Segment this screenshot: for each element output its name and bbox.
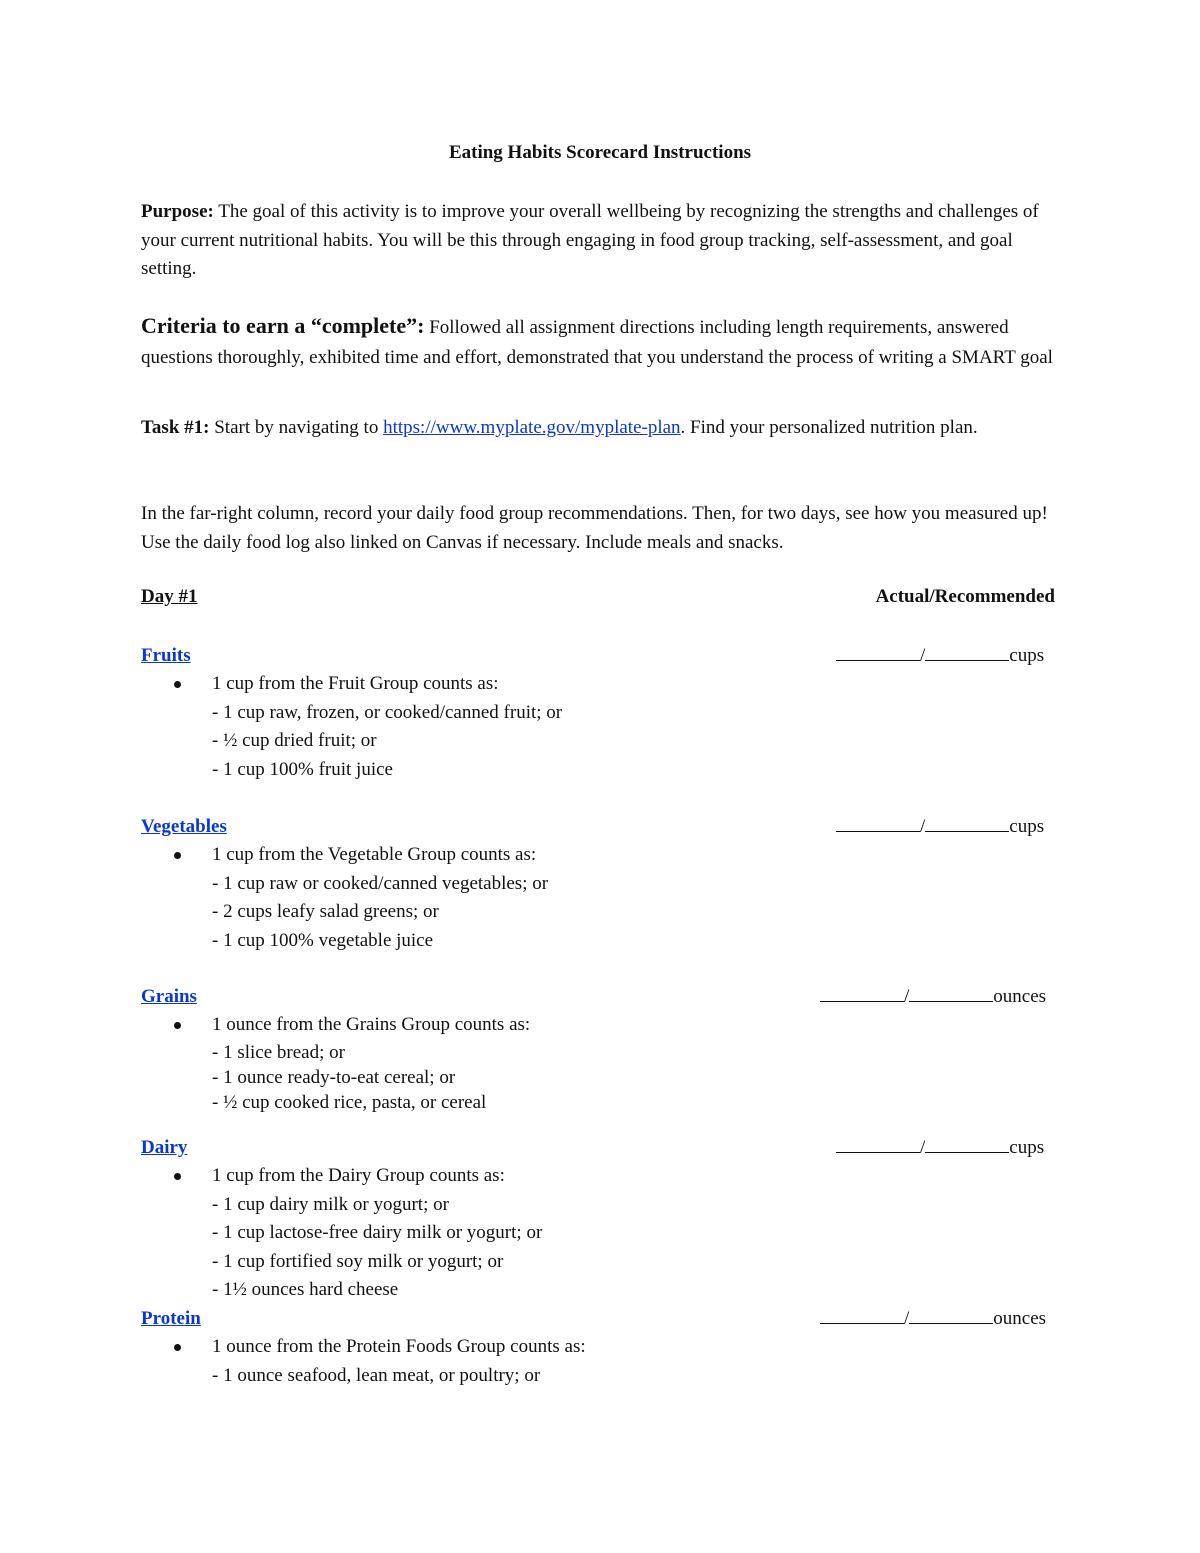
actual-blank[interactable] <box>836 642 920 661</box>
group-fruits <box>141 642 1061 784</box>
group-title-grains: Grains <box>141 986 197 1007</box>
recommended-blank[interactable] <box>925 642 1009 661</box>
purpose-text: The goal of this activity is to improve your overall wellbeing by recognizing the strengths and challenges of your current nutritional habits. You will be this through engaging in food group tracking, self-assessment, and goal setting. <box>141 201 1039 279</box>
unit-label: ounces <box>993 986 1047 1007</box>
list-item: - 1 ounce ready-to-eat cereal; or <box>212 1066 456 1088</box>
criteria-paragraph <box>141 311 1061 372</box>
unit-label: cups <box>1009 1137 1045 1158</box>
bullet-icon <box>174 1022 181 1029</box>
bullet-item: 1 cup from the Fruit Group counts as: <box>141 670 1061 699</box>
day-header <box>141 586 1055 608</box>
bullet-icon <box>174 1173 181 1180</box>
record-vegetables: / cups <box>836 813 1044 841</box>
task1-text-after: . Find your personalized nutrition plan. <box>680 417 978 438</box>
recommended-blank[interactable] <box>925 1134 1009 1153</box>
list-item: - 1 cup fortified soy milk or yogurt; or <box>212 1250 504 1272</box>
recommended-blank[interactable] <box>909 1305 993 1324</box>
purpose-label: Purpose: <box>141 201 214 222</box>
list-item: - 1 ounce seafood, lean meat, or poultry; or <box>212 1364 541 1386</box>
unit-label: cups <box>1009 816 1045 837</box>
bullet-icon <box>174 1344 181 1351</box>
group-title-dairy: Dairy <box>141 1137 188 1158</box>
task1-label: Task #1: <box>141 417 210 438</box>
list-item: - ½ cup cooked rice, pasta, or cereal <box>212 1091 487 1113</box>
group-dairy <box>141 1134 1061 1305</box>
day-label: Day #1 <box>141 586 198 607</box>
list-item: - 1 cup dairy milk or yogurt; or <box>212 1193 449 1215</box>
task1-text-before: Start by navigating to <box>214 417 379 438</box>
group-protein <box>141 1305 1061 1390</box>
record-protein: / ounces <box>820 1305 1046 1333</box>
list-item: - 1 cup 100% fruit juice <box>212 758 393 780</box>
bullet-item: 1 ounce from the Grains Group counts as: <box>141 1011 1061 1040</box>
bullet-icon <box>174 681 181 688</box>
list-item: - 1 cup lactose-free dairy milk or yogurt; or <box>212 1222 543 1243</box>
column-header: Actual/Recommended <box>875 586 1055 607</box>
list-item: - ½ cup dried fruit; or <box>212 730 377 751</box>
group-title-vegetables: Vegetables <box>141 816 227 837</box>
bullet-icon <box>174 852 181 859</box>
list-item: - 1 slice bread; or <box>212 1041 345 1063</box>
group-vegetables <box>141 813 1061 955</box>
bullet-item: 1 cup from the Dairy Group counts as: <box>141 1162 1061 1191</box>
record-fruits: / cups <box>836 642 1044 670</box>
record-grains: / ounces <box>820 983 1046 1011</box>
task1-paragraph <box>141 414 1061 443</box>
unit-label: ounces <box>993 1308 1047 1329</box>
group-grains <box>141 983 1061 1115</box>
group-title-protein: Protein <box>141 1308 201 1329</box>
list-item: - 1 cup 100% vegetable juice <box>212 929 434 951</box>
group-title-fruits: Fruits <box>141 645 191 666</box>
list-item: - 1½ ounces hard cheese <box>212 1279 399 1300</box>
unit-label: cups <box>1009 645 1045 666</box>
page-title: Eating Habits Scorecard Instructions <box>448 142 752 163</box>
actual-blank[interactable] <box>836 1134 920 1153</box>
criteria-label: Criteria to earn a “complete”: <box>141 313 425 338</box>
record-dairy: / cups <box>836 1134 1044 1162</box>
list-item: - 1 cup raw, frozen, or cooked/canned fruit; or <box>212 701 563 723</box>
recommended-blank[interactable] <box>909 983 993 1002</box>
criteria-text: Followed all assignment directions including length requirements, answered questions thoroughly, exhibited time and effort, demonstrated that you understand the process of writing a SMART goal <box>141 317 1053 368</box>
instructions-paragraph: In the far-right column, record your daily food group recommendations. Then, for two days, see how you measured up! Use the daily food log also linked on Canvas if necessary. Include meals and snacks. <box>141 503 1048 553</box>
actual-blank[interactable] <box>820 1305 904 1324</box>
actual-blank[interactable] <box>836 813 920 832</box>
bullet-item: 1 ounce from the Protein Foods Group counts as: <box>141 1333 1061 1362</box>
bullet-item: 1 cup from the Vegetable Group counts as: <box>141 841 1061 870</box>
recommended-blank[interactable] <box>925 813 1009 832</box>
list-item: - 1 cup raw or cooked/canned vegetables; or <box>212 872 549 894</box>
myplate-link[interactable]: https://www.myplate.gov/myplate-plan <box>383 417 681 438</box>
actual-blank[interactable] <box>820 983 904 1002</box>
purpose-paragraph <box>141 198 1061 284</box>
list-item: - 2 cups leafy salad greens; or <box>212 901 439 922</box>
